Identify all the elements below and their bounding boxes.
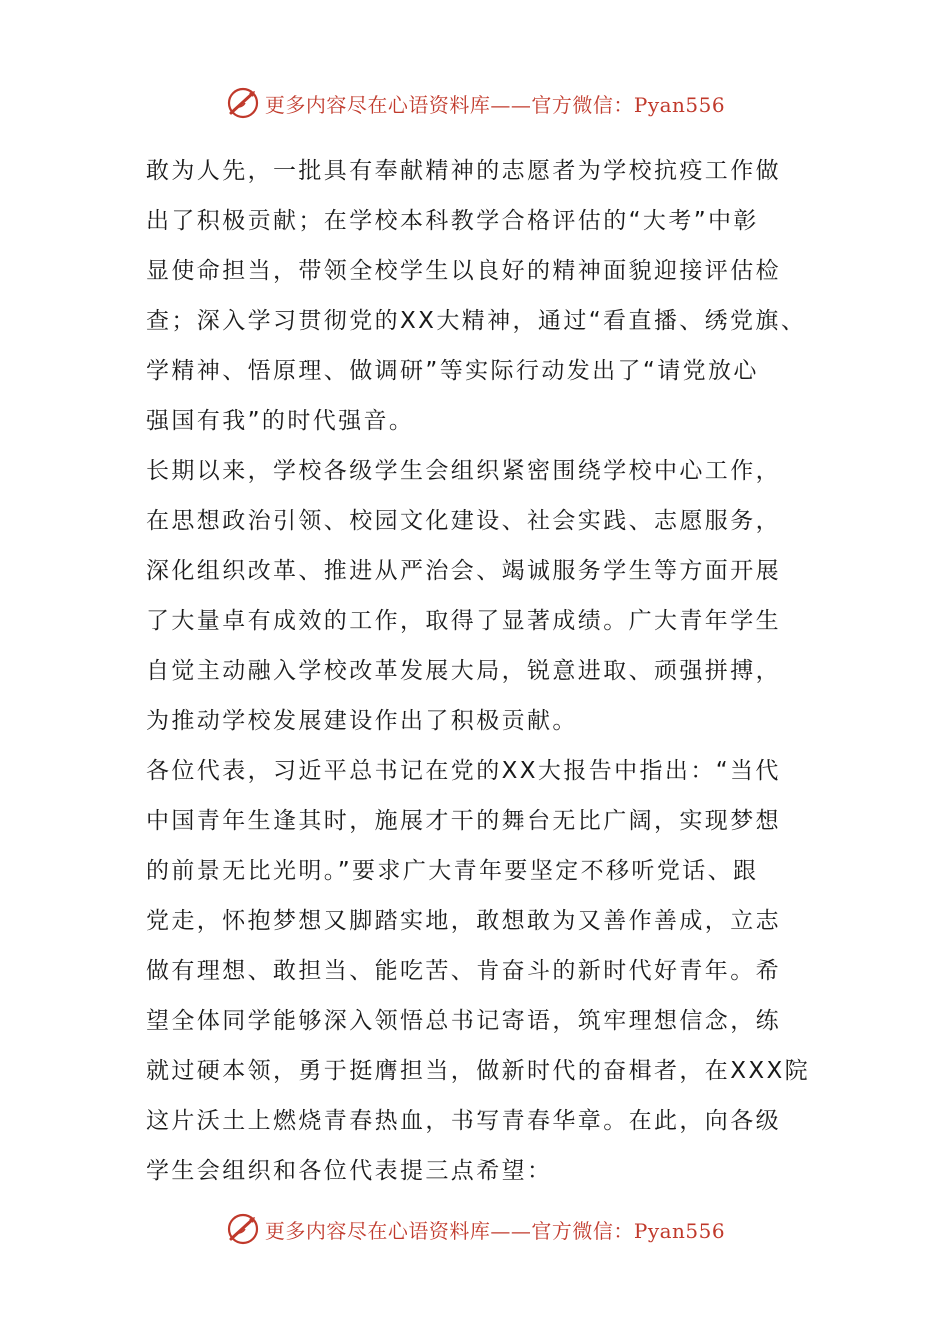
footer-watermark-text [265,1215,725,1244]
pen-circle-logo-icon [225,1211,261,1247]
paragraph-2 [146,446,816,746]
text-line: 的前景无比光明。”要求广大青年要坚定不移听党话、跟 [146,858,759,884]
pen-circle-logo-icon [225,85,261,121]
text-line: 自觉主动融入学校改革发展大局，锐意进取、顽强拼搏， [146,658,781,684]
paragraph-3 [146,746,816,1196]
text-line: 长期以来，学校各级学生会组织紧密围绕学校中心工作， [146,458,781,484]
text-line: 学精神、悟原理、做调研”等实际行动发出了“请党放心 [146,358,759,384]
text-line: 显使命担当，带领全校学生以良好的精神面貌迎接评估检 [146,258,781,284]
header-watermark-sep: —— [490,92,532,117]
text-line: 学生会组织和各位代表提三点希望： [146,1158,553,1184]
footer-watermark [0,1209,950,1249]
text-line: 这片沃土上燃烧青春热血，书写青春华章。在此，向各级 [146,1108,781,1134]
paragraph-1 [146,146,816,446]
text-line: 深化组织改革、推进从严治会、竭诚服务学生等方面开展 [146,558,781,584]
text-line: 出了积极贡献；在学校本科教学合格评估的“大考”中彰 [146,208,759,234]
document-body [146,146,816,1196]
footer-watermark-main: 更多内容尽在心语资料库 [264,1218,491,1243]
header-watermark [0,83,950,123]
text-line: 为推动学校发展建设作出了积极贡献。 [146,708,578,734]
text-line: 在思想政治引领、校园文化建设、社会实践、志愿服务， [146,508,781,534]
text-line: 就过硬本领，勇于挺膺担当，做新时代的奋楫者，在XXX院 [146,1058,811,1084]
text-line: 望全体同学能够深入领悟总书记寄语，筑牢理想信念，练 [146,1008,781,1034]
text-line: 做有理想、敢担当、能吃苦、肯奋斗的新时代好青年。希 [146,958,781,984]
text-line: 党走，怀抱梦想又脚踏实地，敢想敢为又善作善成，立志 [146,908,781,934]
text-line: 了大量卓有成效的工作，取得了显著成绩。广大青年学生 [146,608,781,634]
footer-watermark-sep: —— [490,1218,532,1243]
text-line: 中国青年生逢其时，施展才干的舞台无比广阔，实现梦想 [146,808,781,834]
text-line: 强国有我”的时代强音。 [146,408,415,434]
header-watermark-text [265,89,725,118]
header-watermark-main: 更多内容尽在心语资料库 [264,92,491,117]
text-line: 查；深入学习贯彻党的XX大精神，通过“看直播、绣党旗、 [146,308,807,334]
footer-watermark-tail: 官方微信：Pyan556 [531,1218,726,1243]
header-watermark-tail: 官方微信：Pyan556 [531,92,726,117]
text-line: 敢为人先，一批具有奉献精神的志愿者为学校抗疫工作做 [146,158,781,184]
text-line: 各位代表，习近平总书记在党的XX大报告中指出：“当代 [146,758,781,784]
